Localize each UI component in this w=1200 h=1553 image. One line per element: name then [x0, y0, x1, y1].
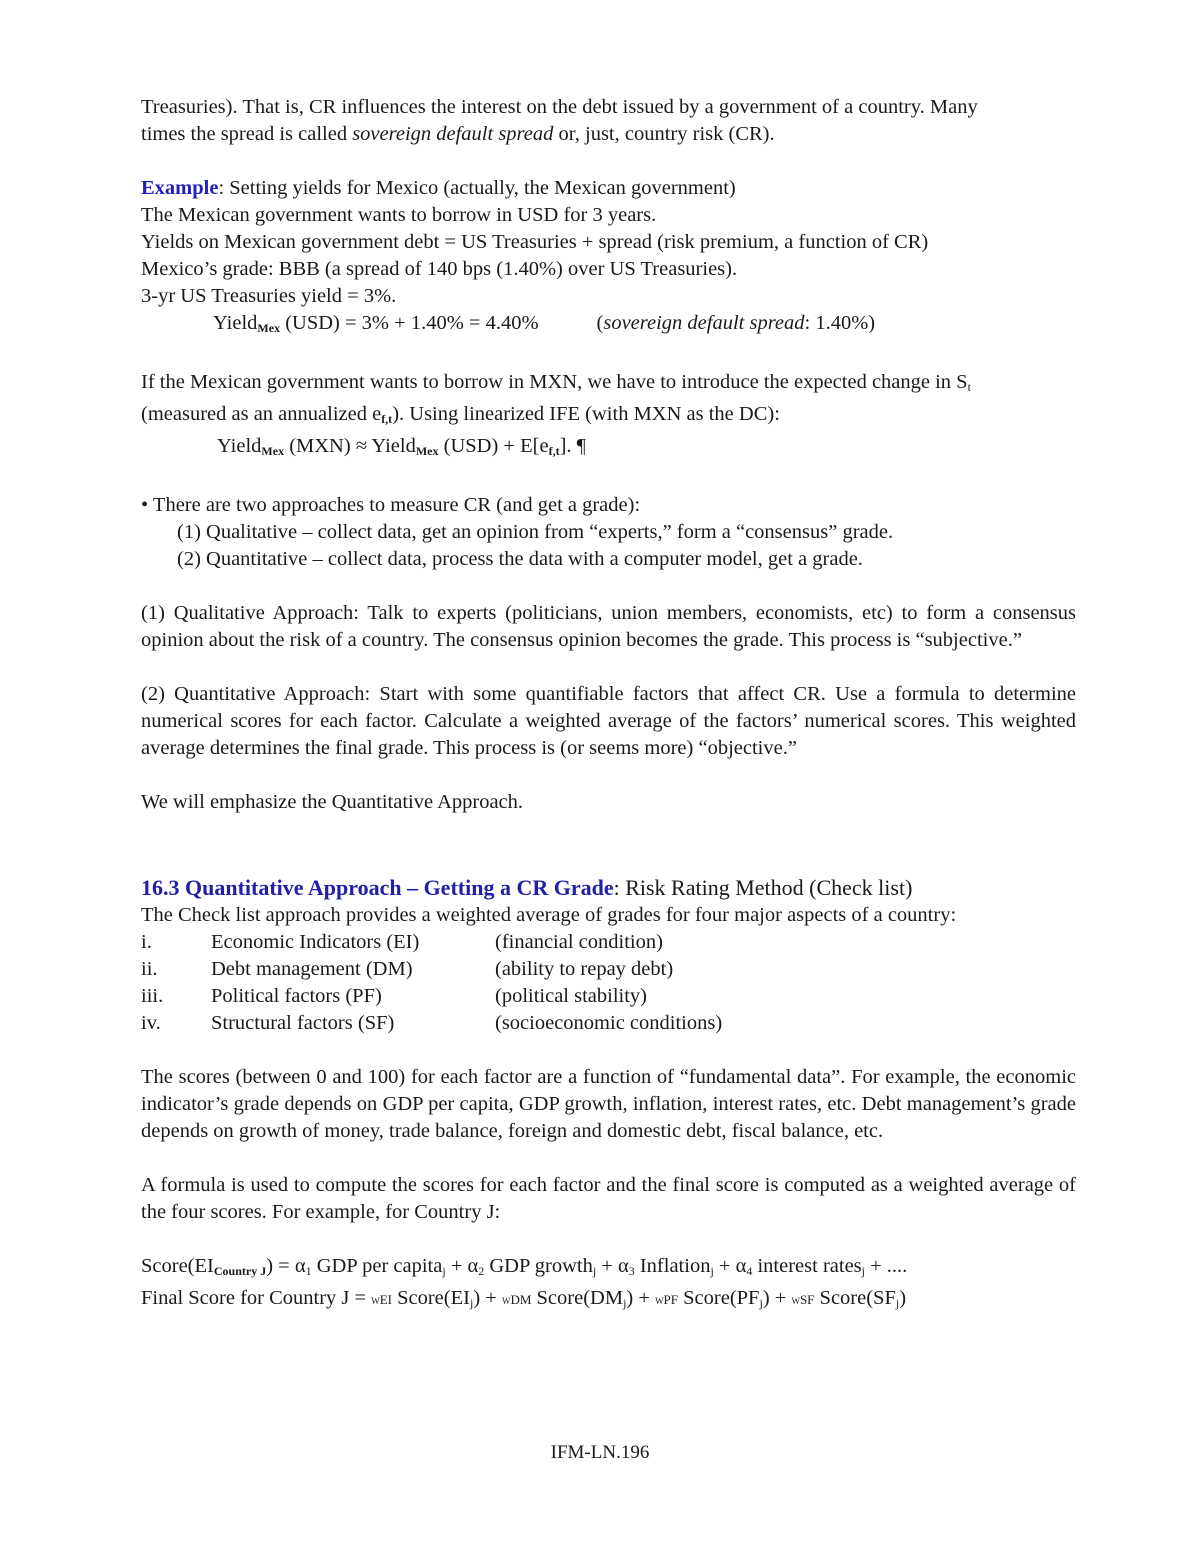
approach-item: (2) Quantitative – collect data, process the data with a computer model, get a grade. [177, 548, 863, 570]
subscript: j [442, 1264, 446, 1278]
section-subtitle: : Risk Rating Method (Check list) [613, 875, 913, 900]
text-run: + α [596, 1255, 629, 1277]
text-run: Yield [213, 312, 258, 334]
list-item [141, 956, 722, 983]
list-item [141, 1010, 722, 1037]
text-run: ) + [626, 1287, 656, 1309]
item-number: ii. [141, 958, 158, 980]
subscript: j [469, 1296, 474, 1310]
text-run: (measured as an annualized e [141, 403, 382, 425]
item-desc: (ability to repay debt) [495, 958, 674, 980]
weight: wPF [655, 1292, 679, 1307]
subscript: 1 [305, 1264, 312, 1278]
text-run: GDP per capita [311, 1255, 443, 1277]
text-run: Inflation [634, 1255, 711, 1277]
quantitative-paragraph: (2) Quantitative Approach: Start with some quantifiable factors that affect CR. Use a formula to determine numerical scores for each factor. Calculate a weighted average of the factors’ numerical scores. This weighted average determines the final grade. This process is (or seems more) “objective.” [141, 683, 1076, 759]
example-line: The Mexican government wants to borrow in USD for 3 years. [141, 204, 657, 226]
subscript: t [967, 380, 971, 394]
text-run: ) + [762, 1287, 792, 1309]
text-run: times the spread is called [141, 123, 353, 145]
term-italic: sovereign default spread [352, 123, 554, 145]
text-run: + α [713, 1255, 747, 1277]
subscript: Mex [261, 444, 285, 458]
formula-paragraph: A formula is used to compute the scores for each factor and the final score is computed as a weighted average of the four scores. For example, for Country J: [141, 1174, 1076, 1223]
factor-list [141, 929, 722, 1037]
text-run: ( [596, 312, 604, 334]
subscript: 4 [746, 1264, 753, 1278]
text-run: or, just, country risk (CR). [553, 123, 775, 145]
text-run: Score(EI [141, 1255, 214, 1277]
weight: wEI [371, 1292, 392, 1307]
subscript: j [710, 1264, 714, 1278]
example-line: Mexico’s grade: BBB (a spread of 140 bps (1.40%) over US Treasuries). [141, 258, 738, 280]
list-item [141, 983, 722, 1010]
example-line: 3-yr US Treasuries yield = 3%. [141, 285, 397, 307]
subscript: 3 [628, 1264, 635, 1278]
page-footer: IFM-LN.196 [550, 1442, 650, 1463]
text-run: ). Using linearized IFE (with MXN as the DC): [392, 403, 780, 425]
qualitative-paragraph: (1) Qualitative Approach: Talk to experts (politicians, union members, economists, etc) to form a consensus opinion about the risk of a country. The consensus opinion becomes the grade. This process is “subjective.” [141, 602, 1076, 651]
text-run: Score(SF [814, 1287, 896, 1309]
weight: wDM [501, 1292, 532, 1307]
text-run: (USD) + E[e [438, 435, 549, 457]
item-desc: (socioeconomic conditions) [495, 1012, 723, 1034]
text-run: Yield [217, 435, 262, 457]
text-run: ) + [473, 1287, 502, 1309]
paragraph-line: Treasuries). That is, CR influences the interest on the debt issued by a government of a country. Many [141, 96, 978, 118]
text-run: Final Score for Country J = [141, 1287, 372, 1309]
subscript: j [592, 1264, 597, 1278]
subscript: 2 [478, 1264, 485, 1278]
subscript: Mex [257, 321, 281, 335]
text-run: : 1.40%) [804, 312, 876, 334]
text-run: Score(PF [678, 1287, 760, 1309]
subscript: Mex [415, 444, 439, 458]
item-number: i. [141, 931, 152, 953]
subscript: j [759, 1296, 763, 1310]
subscript: j [895, 1296, 900, 1310]
text-run: + .... [865, 1255, 908, 1277]
weight: wSF [791, 1292, 815, 1307]
yield-formula-mxn [141, 433, 1076, 465]
example-label: Example [141, 177, 219, 199]
text-run: ]. ¶ [559, 435, 586, 457]
item-desc: (political stability) [495, 985, 648, 1007]
item-name: Debt management (DM) [211, 958, 413, 980]
score-equation [141, 1253, 1076, 1285]
text-run: Score(DM [531, 1287, 624, 1309]
text-run: + α [445, 1255, 479, 1277]
page-body [141, 94, 1076, 1317]
item-number: iv. [141, 1012, 161, 1034]
text-run: interest rates [752, 1255, 862, 1277]
yield-formula-usd [141, 310, 1076, 342]
approaches-intro: • There are two approaches to measure CR (and get a grade): [141, 494, 641, 516]
example-line: Yields on Mexican government debt = US Treasuries + spread (risk premium, a function of CR) [141, 231, 929, 253]
example-title: : Setting yields for Mexico (actually, the Mexican government) [218, 177, 736, 199]
scores-paragraph: The scores (between 0 and 100) for each factor are a function of “fundamental data”. For example, the economic indicator’s grade depends on GDP per capita, GDP growth, inflation, interest rates, etc. Debt management’s grade depends on growth of money, trade balance, foreign and domestic debt, fiscal balance, etc. [141, 1066, 1076, 1142]
text-run: ) [899, 1287, 907, 1309]
emphasis-line: We will emphasize the Quantitative Approach. [141, 791, 524, 813]
item-name: Political factors (PF) [211, 985, 382, 1007]
list-item [141, 929, 722, 956]
subscript: j [861, 1264, 865, 1278]
subscript: f,t [381, 412, 393, 426]
text-run: (MXN) ≈ Yield [284, 435, 416, 457]
term-italic: sovereign default spread [603, 312, 805, 334]
section-heading [141, 874, 1076, 902]
paragraph-line [141, 121, 1076, 148]
paragraph-line [141, 401, 1076, 433]
item-desc: (financial condition) [495, 931, 663, 953]
text-run: If the Mexican government wants to borrow in MXN, we have to introduce the expected change in S [141, 371, 968, 393]
text-run: Score(EI [391, 1287, 470, 1309]
section-intro: The Check list approach provides a weighted average of grades for four major aspects of a country: [141, 904, 957, 926]
subscript: f,t [548, 444, 560, 458]
approach-item: (1) Qualitative – collect data, get an opinion from “experts,” form a “consensus” grade. [177, 521, 894, 543]
item-number: iii. [141, 985, 164, 1007]
text-run: ) = α [266, 1255, 306, 1277]
item-name: Structural factors (SF) [211, 1012, 395, 1034]
subscript: j [623, 1296, 627, 1310]
item-name: Economic Indicators (EI) [211, 931, 420, 953]
text-run: GDP growth [484, 1255, 593, 1277]
text-run: (USD) = 3% + 1.40% = 4.40% [280, 312, 539, 334]
subscript: Country J [213, 1264, 267, 1278]
example-heading [141, 175, 1076, 202]
section-title: 16.3 Quantitative Approach – Getting a CR Grade [141, 875, 614, 900]
paragraph-line [141, 369, 1076, 401]
final-score-equation [141, 1285, 1076, 1317]
